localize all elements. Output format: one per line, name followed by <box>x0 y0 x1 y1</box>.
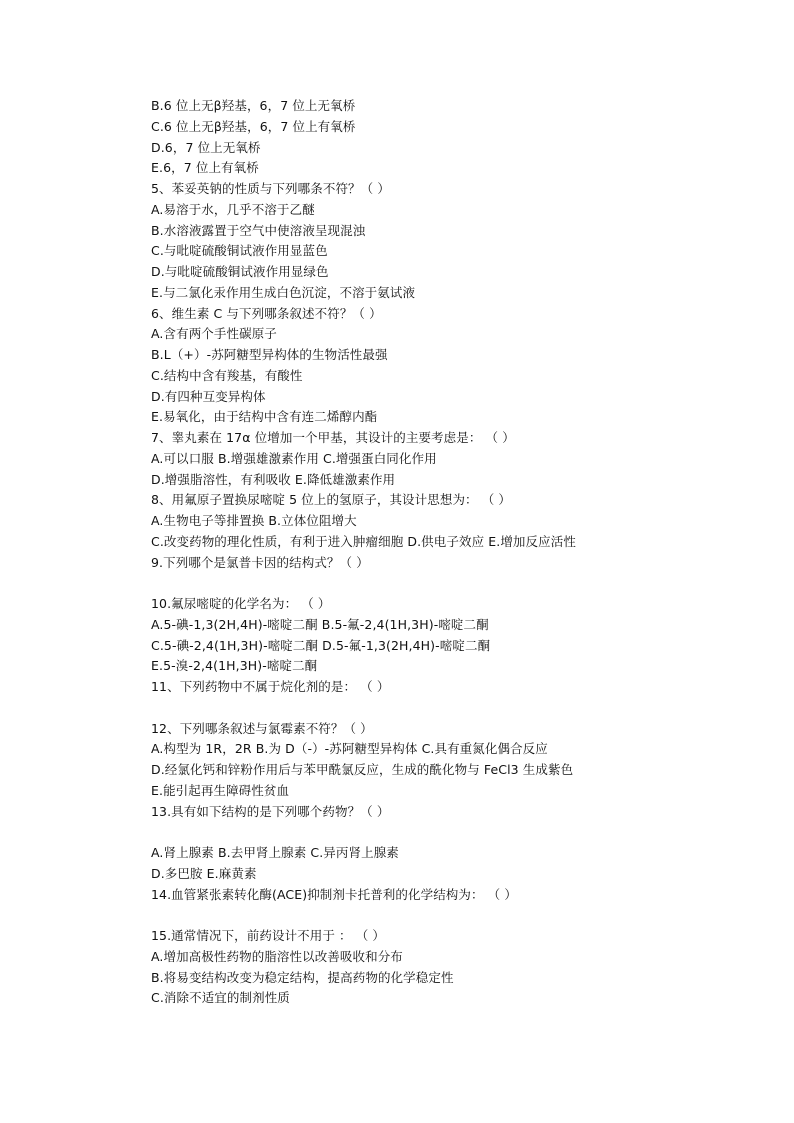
text-line: A.生物电子等排置换 B.立体位阻增大 <box>151 513 357 528</box>
text-line: 12、下列哪条叙述与氯霉素不符？（ ） <box>151 720 373 736</box>
text-line: D.增强脂溶性，有利吸收 E.降低雄激素作用 <box>151 471 396 487</box>
text-line: 9.下列哪个是氯普卡因的结构式？（ ） <box>151 554 369 570</box>
text-line: B.L（+）-苏阿糖型异构体的生物活性最强 <box>151 347 388 362</box>
text-line: E.能引起再生障碍性贫血 <box>151 782 290 798</box>
text-line: B.将易变结构改变为稳定结构，提高药物的化学稳定性 <box>151 969 454 985</box>
text-line: 6、维生素 C 与下列哪条叙述不符？（ ） <box>151 305 382 321</box>
text-line: E.与二氯化汞作用生成白色沉淀，不溶于氨试液 <box>151 284 416 300</box>
text-line: C.与吡啶硫酸铜试液作用显蓝色 <box>151 243 328 259</box>
text-line: 10.氟尿嘧啶的化学名为： （ ） <box>151 596 331 611</box>
text-line: D.多巴胺 E.麻黄素 <box>151 865 257 881</box>
blank-line <box>151 698 751 719</box>
text-line: D.6，7 位上无氧桥 <box>151 139 261 155</box>
text-line: 8、用氟原子置换尿嘧啶 5 位上的氢原子，其设计思想为： （ ） <box>151 492 512 508</box>
text-line: 15.通常情况下，前药设计不用于 ： （ ） <box>151 928 385 943</box>
text-line: E.6，7 位上有氧桥 <box>151 160 259 176</box>
text-line: A.易溶于水，几乎不溶于乙醚 <box>151 201 315 217</box>
text-line: 13.具有如下结构的是下列哪个药物？（ ） <box>151 803 390 819</box>
text-line: E.易氧化，由于结构中含有连二烯醇内酯 <box>151 409 378 425</box>
text-line: B.6 位上无β羟基，6，7 位上无氧桥 <box>151 98 356 113</box>
text-line: A.5-碘-1,3(2H,4H)-嘧啶二酮 B.5-氟-2,4(1H,3H)-嘧啶二酮 <box>151 616 489 632</box>
text-line: 7、睾丸素在 17α 位增加一个甲基，其设计的主要考虑是： （ ） <box>151 430 515 445</box>
text-line: A.构型为 1R，2R B.为 D（-）-苏阿糖型异构体 C.具有重氮化偶合反应 <box>151 741 548 757</box>
text-line: A.增加高极性药物的脂溶性以改善吸收和分布 <box>151 948 403 964</box>
text-line: C.5-碘-2,4(1H,3H)-嘧啶二酮 D.5-氟-1,3(2H,4H)-嘧啶二酮 <box>151 637 491 653</box>
text-line: C.改变药物的理化性质，有利于进入肿瘤细胞 D.供电子效应 E.增加反应活性 <box>151 533 576 549</box>
text-line: C.消除不适宜的制剂性质 <box>151 990 290 1006</box>
text-line: E.5-溴-2,4(1H,3H)-嘧啶二酮 <box>151 658 318 674</box>
blank-line <box>151 905 751 926</box>
text-line: D.与吡啶硫酸铜试液作用显绿色 <box>151 264 329 279</box>
text-line: 14.血管紧张素转化酶(ACE)抑制剂卡托普利的化学结构为： （ ） <box>151 886 517 902</box>
text-line: A.含有两个手性碳原子 <box>151 326 277 342</box>
text-line: D.经氯化钙和锌粉作用后与苯甲酰氯反应，生成的酰化物与 FeCl3 生成紫色 <box>151 762 574 777</box>
text-line: C.结构中含有羧基，有酸性 <box>151 367 303 383</box>
text-line: A.肾上腺素 B.去甲肾上腺素 C.异丙肾上腺素 <box>151 845 399 860</box>
text-line: D.有四种互变异构体 <box>151 388 266 404</box>
text-line: A.可以口服 B.增强雄激素作用 C.增强蛋白同化作用 <box>151 450 437 466</box>
blank-line <box>151 573 751 594</box>
text-line: B.水溶液露置于空气中使溶液呈现混浊 <box>151 222 366 238</box>
text-line: C.6 位上无β羟基，6，7 位上有氧桥 <box>151 118 356 134</box>
text-line: 5、苯妥英钠的性质与下列哪条不符？（ ） <box>151 181 390 196</box>
text-line: 11、下列药物中不属于烷化剂的是： （ ） <box>151 679 390 694</box>
blank-line <box>151 822 751 843</box>
document-body <box>151 96 751 1009</box>
